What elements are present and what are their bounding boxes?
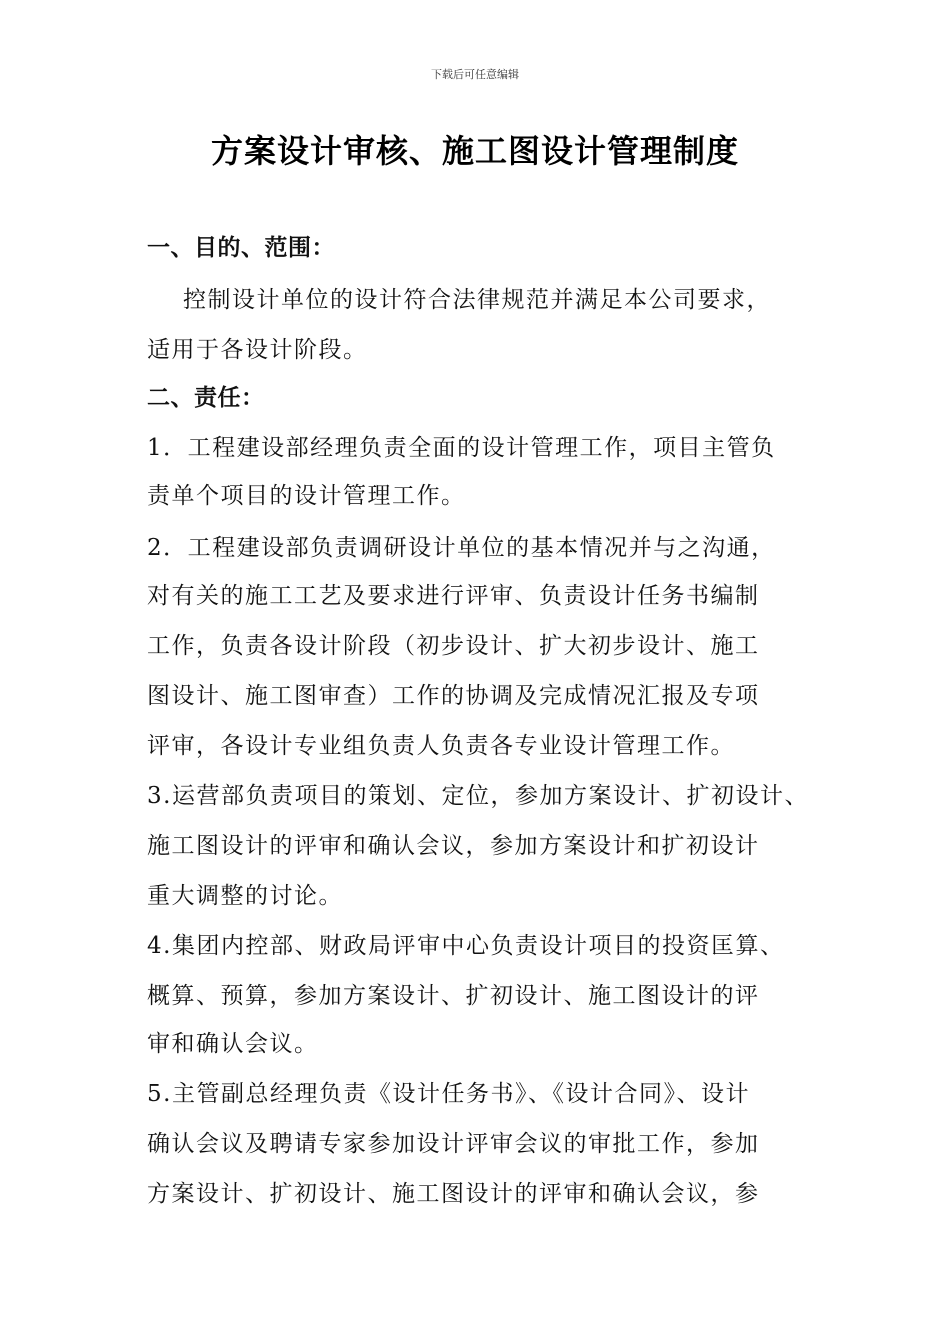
paragraph-line: 2．工程建设部负责调研设计单位的基本情况并与之沟通， [147, 535, 776, 561]
paragraph-line: 责单个项目的设计管理工作。 [147, 483, 466, 509]
paragraph-line: 适用于各设计阶段。 [147, 337, 368, 363]
paragraph-line: 控制设计单位的设计符合法律规范并满足本公司要求， [183, 287, 771, 313]
paragraph-line: 3.运营部负责项目的策划、定位，参加方案设计、扩初设计、 [147, 783, 809, 809]
section-heading-purpose-scope: 一、目的、范围： [147, 234, 335, 261]
paragraph-line: 工作，负责各设计阶段（初步设计、扩大初步设计、施工 [147, 633, 760, 659]
section-heading-responsibility: 二、责任： [147, 384, 265, 411]
paragraph-line: 方案设计、扩初设计、施工图设计的评审和确认会议，参 [147, 1181, 760, 1207]
paragraph-line: 对有关的施工工艺及要求进行评审、负责设计任务书编制 [147, 583, 760, 609]
paragraph-line: 审和确认会议。 [147, 1031, 319, 1057]
page-header-note: 下载后可任意编辑 [431, 68, 519, 81]
paragraph-line: 图设计、施工图审查）工作的协调及完成情况汇报及专项 [147, 683, 760, 709]
paragraph-line: 4.集团内控部、财政局评审中心负责设计项目的投资匡算、 [147, 933, 785, 959]
paragraph-line: 施工图设计的评审和确认会议，参加方案设计和扩初设计 [147, 833, 760, 859]
paragraph-line: 评审，各设计专业组负责人负责各专业设计管理工作。 [147, 733, 735, 759]
paragraph-line: 1．工程建设部经理负责全面的设计管理工作，项目主管负 [147, 435, 776, 461]
document-title: 方案设计审核、施工图设计管理制度 [210, 132, 739, 170]
paragraph-line: 确认会议及聘请专家参加设计评审会议的审批工作，参加 [147, 1131, 760, 1157]
paragraph-line: 概算、预算，参加方案设计、扩初设计、施工图设计的评 [147, 983, 760, 1009]
paragraph-line: 重大调整的讨论。 [147, 883, 343, 909]
paragraph-line: 5.主管副总经理负责《设计任务书》、《设计合同》、设计 [147, 1081, 750, 1107]
